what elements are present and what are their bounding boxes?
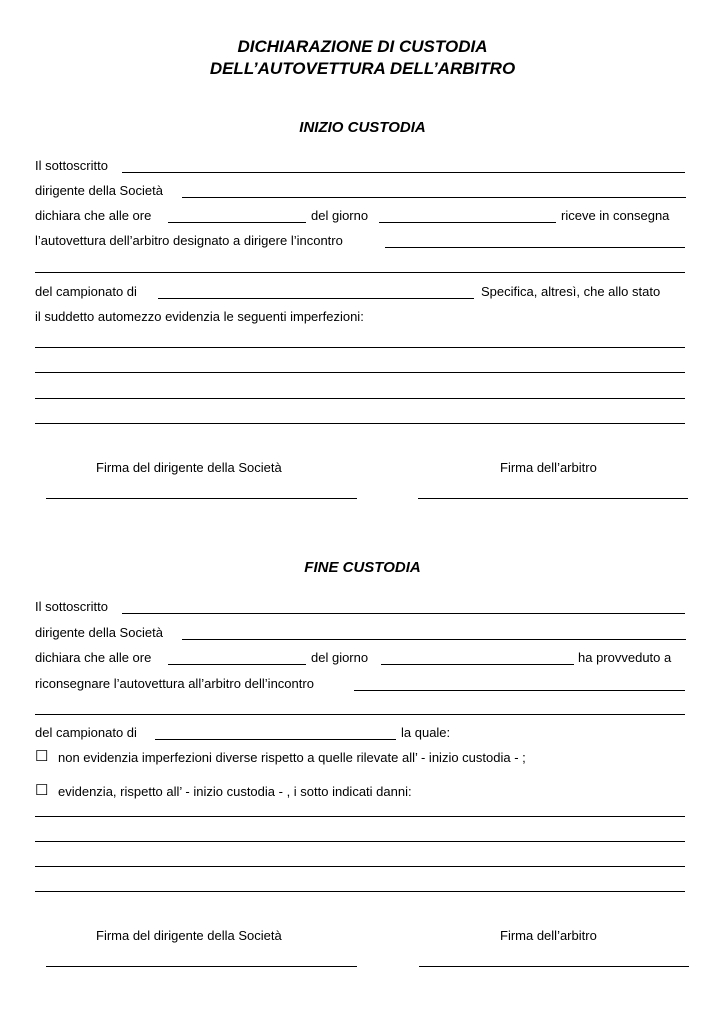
field-sottoscritto[interactable] — [122, 613, 685, 614]
label-autovettura: l’autovettura dell’arbitro designato a dirigere l’incontro — [35, 233, 343, 248]
signature-line-arbitro[interactable] — [419, 966, 689, 967]
document-title-line2: DELL’AUTOVETTURA DELL’ARBITRO — [209, 59, 516, 78]
field-incontro[interactable] — [354, 690, 685, 691]
label-campionato: del campionato di — [35, 725, 137, 740]
field-imperfezioni-line[interactable] — [35, 347, 685, 348]
label-sottoscritto: Il sottoscritto — [35, 158, 108, 173]
label-riconsegnare: riconsegnare l’autovettura all’arbitro dell’incontro — [35, 676, 314, 691]
field-campionato[interactable] — [158, 298, 474, 299]
field-campionato[interactable] — [155, 739, 396, 740]
label-giorno: del giorno — [311, 208, 369, 223]
label-dirigente: dirigente della Società — [35, 183, 163, 198]
label-ore: dichiara che alle ore — [35, 650, 152, 665]
label-giorno: del giorno — [311, 650, 369, 665]
label-danni: evidenzia, rispetto all’ - inizio custodia - , i sotto indicati danni: — [58, 784, 412, 799]
field-societa[interactable] — [182, 197, 686, 198]
label-no-imperfezioni: non evidenzia imperfezioni diverse rispetto a quelle rilevate all’ - inizio custodia - ; — [58, 750, 526, 765]
field-giorno[interactable] — [381, 664, 574, 665]
field-imperfezioni-line[interactable] — [35, 398, 685, 399]
section-heading-inizio: INIZIO CUSTODIA — [299, 119, 426, 136]
label-dirigente: dirigente della Società — [35, 625, 163, 640]
label-campionato: del campionato di — [35, 284, 137, 299]
field-ore[interactable] — [168, 222, 306, 223]
field-danni-line[interactable] — [35, 841, 685, 842]
section-heading-fine: FINE CUSTODIA — [304, 559, 421, 576]
checkbox-no-imperfezioni[interactable]: ☐ — [35, 748, 49, 765]
checkbox-danni[interactable]: ☐ — [35, 782, 49, 799]
field-incontro[interactable] — [385, 247, 685, 248]
field-incontro-continued[interactable] — [35, 714, 685, 715]
field-danni-line[interactable] — [35, 816, 685, 817]
label-ore: dichiara che alle ore — [35, 208, 152, 223]
document-title-line1: DICHIARAZIONE DI CUSTODIA — [237, 37, 488, 56]
field-danni-line[interactable] — [35, 866, 685, 867]
field-danni-line[interactable] — [35, 891, 685, 892]
label-firma-arbitro: Firma dell’arbitro — [500, 928, 597, 943]
field-imperfezioni-line[interactable] — [35, 372, 685, 373]
field-giorno[interactable] — [379, 222, 556, 223]
field-incontro-continued[interactable] — [35, 272, 685, 273]
signature-line-arbitro[interactable] — [418, 498, 688, 499]
label-firma-dirigente: Firma del dirigente della Società — [96, 460, 282, 475]
field-sottoscritto[interactable] — [122, 172, 685, 173]
label-la-quale: la quale: — [401, 725, 451, 740]
label-specifica: Specifica, altresì, che allo stato — [481, 284, 661, 299]
signature-line-dirigente[interactable] — [46, 498, 357, 499]
field-societa[interactable] — [182, 639, 686, 640]
label-sottoscritto: Il sottoscritto — [35, 599, 108, 614]
field-imperfezioni-line[interactable] — [35, 423, 685, 424]
label-riceve-consegna: riceve in consegna — [561, 208, 670, 223]
label-firma-arbitro: Firma dell’arbitro — [500, 460, 597, 475]
label-firma-dirigente: Firma del dirigente della Società — [96, 928, 282, 943]
signature-line-dirigente[interactable] — [46, 966, 357, 967]
field-ore[interactable] — [168, 664, 306, 665]
label-provveduto: ha provveduto a — [578, 650, 672, 665]
label-imperfezioni: il suddetto automezzo evidenzia le seguenti imperfezioni: — [35, 309, 364, 324]
